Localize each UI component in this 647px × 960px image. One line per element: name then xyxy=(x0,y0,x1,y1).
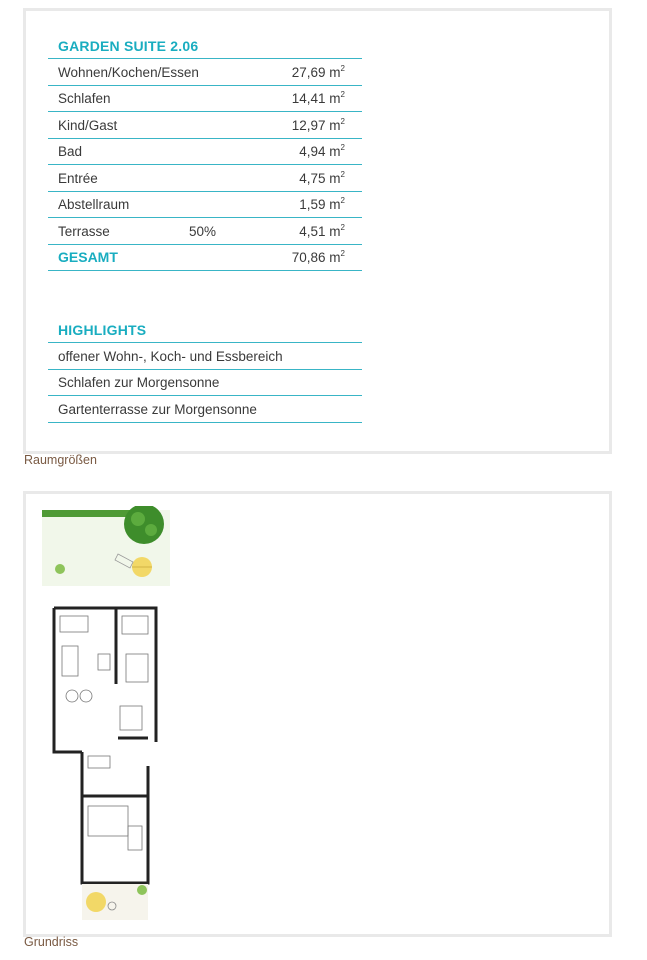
room-area: 12,97 $m^2$ xyxy=(291,116,345,133)
room-label: Entrée xyxy=(58,170,98,186)
room-area: 4,94 $m^2$ xyxy=(299,143,345,159)
caption-room-sizes: Raumgrößen xyxy=(24,453,97,467)
total-label: GESAMT xyxy=(58,249,118,265)
room-area: 27,69 $m^2$ xyxy=(291,63,345,80)
table-row xyxy=(48,112,362,139)
room-label: Kind/Gast xyxy=(58,117,118,133)
list-item: offener Wohn-, Koch- und Essbereich xyxy=(48,343,362,370)
room-label: Terrasse xyxy=(58,223,110,239)
table-row xyxy=(48,165,362,192)
highlights-list xyxy=(48,317,362,423)
floor-plan-card xyxy=(23,491,612,937)
room-area: 4,51 $m^2$ xyxy=(299,222,345,239)
caption-floor-plan: Grundriss xyxy=(24,935,79,949)
total-area: 70,86 $m^2$ xyxy=(291,249,345,265)
table-row xyxy=(48,218,362,245)
room-size-table xyxy=(48,33,362,271)
table-row xyxy=(48,59,362,86)
apartment-interior xyxy=(60,616,148,850)
room-label: Schlafen xyxy=(58,91,111,106)
room-label: Bad xyxy=(58,144,83,159)
table-row xyxy=(48,139,362,166)
room-area: 14,41 $m^2$ xyxy=(291,90,345,106)
room-share: 50% xyxy=(189,223,217,239)
apartment-walls xyxy=(54,608,156,883)
table-title-row xyxy=(48,33,362,59)
room-sizes-card xyxy=(23,8,612,454)
total-row xyxy=(48,245,362,272)
table-row xyxy=(48,192,362,219)
table-title: GARDEN SUITE 2.06 xyxy=(58,38,199,54)
room-area: 4,75 $m^2$ xyxy=(299,169,345,186)
room-label: Wohnen/Kochen/Essen xyxy=(58,64,199,80)
highlights-title: HIGHLIGHTS xyxy=(58,322,147,338)
list-item: Schlafen zur Morgensonne xyxy=(48,370,362,397)
terrace-area xyxy=(82,884,148,920)
room-label: Abstellraum xyxy=(58,197,130,212)
garden-area xyxy=(42,506,170,586)
list-item: Gartenterrasse zur Morgensonne xyxy=(48,396,362,423)
room-area: 1,59 $m^2$ xyxy=(299,196,345,212)
table-row xyxy=(48,86,362,113)
floor-plan-image xyxy=(38,506,188,926)
highlights-title-row xyxy=(48,317,362,343)
